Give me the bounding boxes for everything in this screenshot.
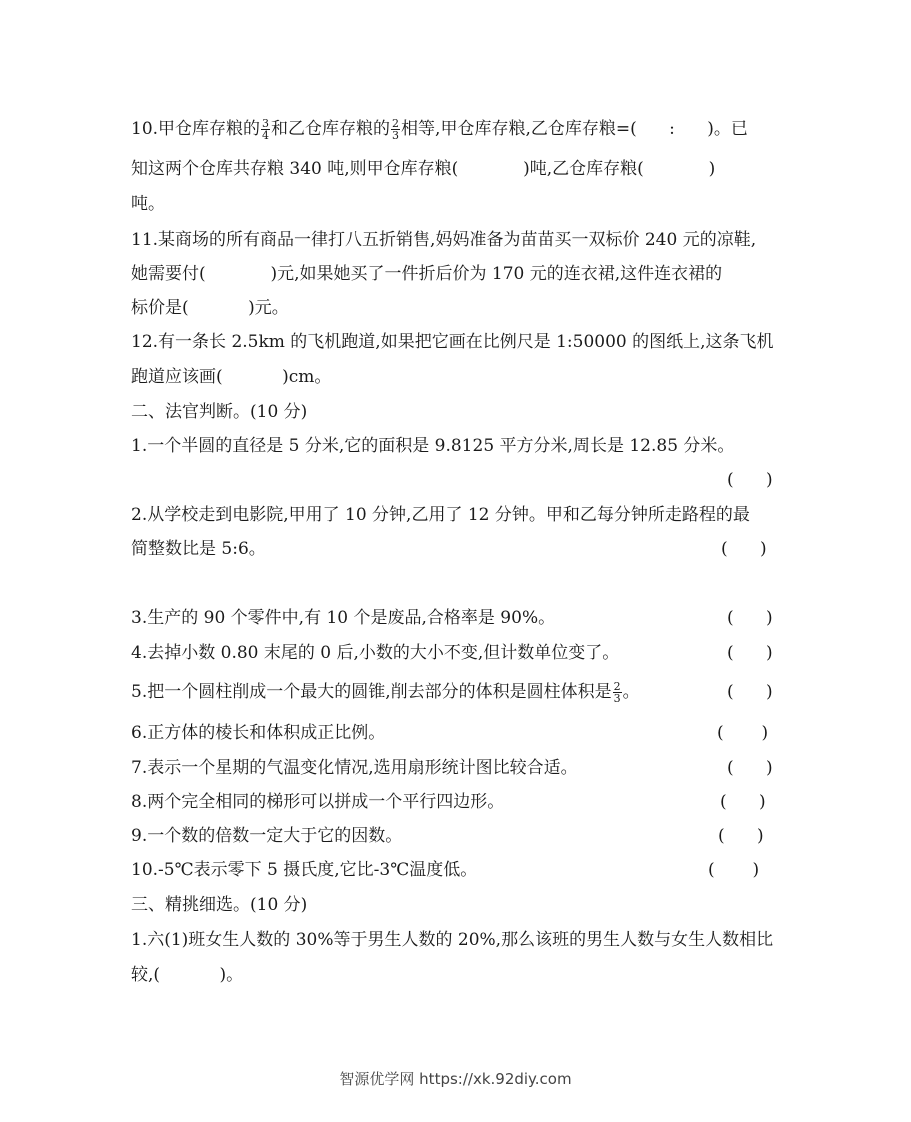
judge-item-10: 10.-5℃表示零下 5 摄氏度,它比-3℃温度低。: [131, 860, 478, 880]
judge-item-1: 1.一个半圆的直径是 5 分米,它的面积是 9.8125 平方分米,周长是 12.85 分米。: [131, 436, 735, 456]
section2-heading: 二、法官判断。(10 分): [131, 402, 308, 422]
judge-answer-1: ( ): [727, 470, 773, 490]
fraction-2-3: $\frac{2}{3}$: [613, 680, 621, 705]
q10-text-c: 相等,甲仓库存粮,乙仓库存粮=( : )。已: [401, 119, 748, 139]
judge-item-4: 4.去掉小数 0.80 末尾的 0 后,小数的大小不变,但计数单位变了。: [131, 643, 620, 663]
fraction-2-3: $\frac{2}{3}$: [392, 117, 400, 142]
judge-answer-6: ( ): [717, 723, 769, 743]
judge-item-6: 6.正方体的棱长和体积成正比例。: [131, 723, 386, 743]
q11-line3: 标价是( )元。: [131, 298, 289, 318]
judge-answer-3: ( ): [727, 608, 773, 628]
q12-line1: 12.有一条长 2.5km 的飞机跑道,如果把它画在比例尺是 1:50000 的图纸上,这条飞机: [131, 332, 774, 352]
judge-item-9: 9.一个数的倍数一定大于它的因数。: [131, 826, 403, 846]
q10-line1: [131, 117, 748, 141]
judge-item-2-cont: 简整数比是 5:6。: [131, 539, 266, 559]
choice-item-1-cont: 较,( )。: [131, 965, 244, 985]
footer-watermark: 智源优学网 https://xk.92diy.com: [339, 1070, 572, 1088]
q12-line2: 跑道应该画( )cm。: [131, 367, 332, 387]
fraction-3-4: $\frac{3}{4}$: [262, 117, 270, 142]
judge-answer-5: ( ): [727, 682, 773, 702]
judge-item-2: 2.从学校走到电影院,甲用了 10 分钟,乙用了 12 分钟。甲和乙每分钟所走路程的最: [131, 505, 750, 525]
choice-item-1: 1.六(1)班女生人数的 30%等于男生人数的 20%,那么该班的男生人数与女生人数相比: [131, 930, 774, 950]
q11-line1: 11.某商场的所有商品一律打八五折销售,妈妈准备为苗苗买一双标价 240 元的凉鞋,: [131, 230, 757, 250]
q11-line2: 她需要付( )元,如果她买了一件折后价为 170 元的连衣裙,这件连衣裙的: [131, 264, 723, 284]
judge-answer-10: ( ): [708, 860, 760, 880]
judge-item-5: 5.把一个圆柱削成一个最大的圆锥,削去部分的体积是圆柱体积是 $\frac{2}{3}$ 。: [131, 680, 640, 705]
judge-answer-4: ( ): [727, 643, 773, 663]
judge-item-8: 8.两个完全相同的梯形可以拼成一个平行四边形。: [131, 792, 505, 812]
section3-heading: 三、精挑细选。(10 分): [131, 895, 308, 915]
q10-text-a: 10.甲仓库存粮的: [131, 119, 261, 139]
judge-answer-9: ( ): [718, 826, 764, 846]
judge-item-7: 7.表示一个星期的气温变化情况,选用扇形统计图比较合适。: [131, 758, 578, 778]
judge-answer-7: ( ): [727, 758, 773, 778]
judge-answer-2: ( ): [721, 539, 767, 559]
q10-line2: 知这两个仓库共存粮 340 吨,则甲仓库存粮( )吨,乙仓库存粮( ): [131, 159, 716, 179]
judge-answer-8: ( ): [720, 792, 766, 812]
q10-text-b: 和乙仓库存粮的: [271, 119, 391, 139]
q10-line3: 吨。: [131, 194, 165, 214]
judge-item-3: 3.生产的 90 个零件中,有 10 个是废品,合格率是 90%。: [131, 608, 556, 628]
